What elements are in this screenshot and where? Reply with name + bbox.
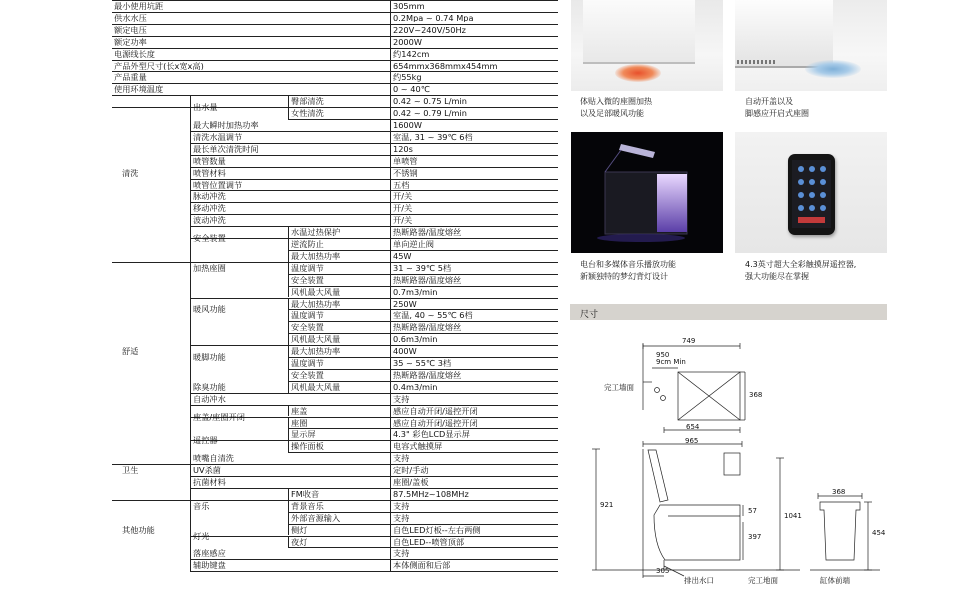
spec-sub-label: 移动冲洗: [193, 204, 226, 213]
spec-value: 4.3" 彩色LCD显示屏: [393, 430, 470, 439]
table-row-rule: [190, 167, 558, 168]
table-column-rule: [288, 321, 289, 333]
spec-value: 0 ~ 40℃: [393, 85, 430, 94]
table-row-rule: [190, 155, 558, 156]
spec-value: 热断路器/温度熔丝: [393, 370, 462, 380]
spec-label: 产品重量: [114, 73, 147, 82]
spec-value: 400W: [393, 347, 417, 356]
spec-item-label: 显示屏: [291, 430, 316, 439]
table-row-rule: [190, 143, 558, 144]
dim-305: 305: [656, 567, 670, 575]
dim-749: 749: [682, 337, 696, 345]
spec-value: 220V~240V/50Hz: [393, 25, 466, 34]
spec-item-label: 最大加热功率: [291, 299, 341, 308]
spec-item-label: 女性清洗: [291, 109, 324, 118]
spec-group-label: 暖风功能: [193, 305, 226, 314]
table-column-rule: [288, 250, 289, 262]
spec-value: 室温, 40 ~ 55℃ 6档: [393, 311, 473, 320]
spec-item-label: 座圈: [291, 418, 308, 427]
table-column-rule: [288, 226, 289, 238]
label-finished-floor: 完工地面: [748, 576, 778, 585]
table-column-rule: [288, 309, 289, 321]
product-photo-auto-open: [735, 0, 887, 91]
dim-min-note: 9cm Min: [656, 358, 686, 366]
spec-sub-label: 最大瞬时加热功率: [193, 121, 259, 130]
spec-value: 支持: [393, 513, 410, 522]
spec-value: 单向逆止阀: [393, 240, 434, 249]
spec-sub-label: 喷管位置调节: [193, 180, 243, 189]
table-row-rule: [112, 95, 558, 96]
label-drain: 排出水口: [684, 576, 714, 585]
table-column-rule: [288, 357, 289, 369]
spec-item-label: FM收音: [291, 489, 320, 499]
spec-category-label: 清洗: [122, 168, 139, 177]
spec-sub-label: UV杀菌: [193, 466, 221, 475]
spec-value: 开/关: [393, 204, 413, 213]
spec-item-label: 夜灯: [291, 537, 308, 546]
table-row-rule: [288, 119, 558, 120]
table-row-rule: [112, 107, 558, 108]
table-column-rule: [288, 286, 289, 298]
table-row-rule: [112, 12, 558, 13]
table-row-rule: [190, 345, 558, 346]
spec-item-label: 温度调节: [291, 311, 324, 320]
spec-value: 电容式触摸屏: [393, 442, 443, 451]
table-row-rule: [190, 190, 558, 191]
table-row-rule: [288, 357, 558, 358]
dim-454: 454: [872, 529, 886, 537]
table-row-rule: [112, 83, 558, 84]
spec-category-label: 其他功能: [122, 525, 155, 534]
dim-368-front: 368: [832, 488, 846, 496]
spec-sub-label: 辅助键盘: [193, 561, 226, 570]
table-row-rule: [190, 536, 558, 537]
spec-item-label: 操作面板: [291, 442, 324, 451]
spec-item-label: 臀部清洗: [291, 97, 324, 106]
spec-category-label: 卫生: [122, 466, 139, 475]
spec-value: 感应自动开闭/遥控开闭: [393, 406, 478, 415]
dim-921: 921: [600, 501, 614, 509]
spec-value: 31 ~ 39℃ 5档: [393, 263, 452, 272]
spec-value: 约55kg: [393, 73, 422, 82]
spec-value: 本体侧面和后部: [393, 561, 451, 570]
table-column-rule: [288, 298, 289, 310]
table-row-rule: [288, 333, 558, 334]
spec-sub-label: 最长单次清洗时间: [193, 144, 259, 153]
table-row-rule: [190, 214, 558, 215]
spec-value: 支持: [393, 549, 410, 558]
spec-value: 0.6m3/min: [393, 335, 438, 344]
table-row-rule: [288, 524, 558, 525]
table-row-rule: [190, 226, 558, 227]
table-column-rule: [190, 95, 191, 571]
spec-value: 热断路器/温度熔丝: [393, 323, 462, 332]
table-row-rule: [112, 500, 558, 501]
table-row-rule: [190, 488, 558, 489]
table-row-rule: [190, 131, 558, 132]
table-column-rule: [288, 500, 289, 512]
table-row-rule: [190, 405, 558, 406]
table-column-rule: [288, 440, 289, 452]
spec-item-label: 水温过热保护: [291, 228, 341, 237]
spec-value: 0.42 ~ 0.79 L/min: [393, 109, 467, 118]
feature-caption-2: 自动开盖以及 脚感应开启式座圈: [745, 97, 809, 118]
feature-caption-4: 4.3英寸超大全彩触摸屏遥控器, 强大功能尽在掌握: [745, 260, 857, 281]
table-row-rule: [112, 464, 558, 465]
spec-value: 87.5MHz~108MHz: [393, 489, 469, 499]
spec-value: 热断路器/温度熔丝: [393, 228, 462, 237]
table-row-rule: [190, 393, 558, 394]
table-column-rule: [288, 274, 289, 286]
spec-group-label: 灯光: [193, 531, 210, 540]
spec-sub-label: 抗菌材料: [193, 478, 226, 487]
spec-value: 35 ~ 55℃ 3档: [393, 359, 452, 368]
spec-value: 0.7m3/min: [393, 287, 438, 296]
table-row-rule: [190, 298, 558, 299]
table-column-rule: [288, 333, 289, 345]
table-row-rule: [190, 238, 558, 239]
spec-value: 0.42 ~ 0.75 L/min: [393, 97, 467, 106]
spec-value: 支持: [393, 394, 410, 403]
spec-value: 支持: [393, 454, 410, 463]
spec-group-label: 出水量: [193, 103, 218, 112]
dim-965: 965: [685, 437, 699, 445]
spec-label: 最小使用坑距: [114, 2, 164, 11]
product-photo-night-light: [571, 132, 723, 253]
spec-sub-label: 清洗水温调节: [193, 132, 243, 142]
table-row-rule: [112, 24, 558, 25]
table-row-rule: [190, 440, 558, 441]
table-row-rule: [288, 512, 558, 513]
spec-item-label: 温度调节: [291, 263, 324, 272]
spec-group-label: 座盖/座圈开闭: [193, 412, 245, 421]
table-column-rule: [288, 369, 289, 381]
dim-57: 57: [748, 507, 757, 515]
table-column-rule: [288, 405, 289, 417]
spec-value: 305mm: [393, 2, 425, 11]
spec-sub-label: 波动冲洗: [193, 216, 226, 225]
spec-value: 654mmx368mmx454mm: [393, 61, 498, 70]
spec-item-label: 背景音乐: [291, 501, 324, 510]
table-row-rule: [288, 274, 558, 275]
table-row-rule: [112, 262, 558, 263]
table-row-rule: [288, 428, 558, 429]
spec-value: 座圈/盖板: [393, 478, 429, 487]
spec-value: 0.2Mpa ~ 0.74 Mpa: [393, 13, 474, 23]
spec-sub-label: 脉动冲洗: [193, 192, 226, 201]
spec-label: 额定功率: [114, 37, 147, 46]
feature-caption-1: 体贴入微的座圈加热 以及足部暖风功能: [580, 97, 652, 118]
table-row-rule: [288, 381, 558, 382]
table-column-rule: [288, 536, 289, 548]
spec-value: 自色LED--喷管顶部: [393, 537, 465, 546]
table-row-rule: [190, 202, 558, 203]
table-row-rule: [288, 321, 558, 322]
spec-group-label: 除臭功能: [193, 382, 226, 391]
dim-950: 950: [656, 351, 670, 359]
product-photo-seat-heating: [571, 0, 723, 91]
table-row-rule: [190, 571, 558, 572]
spec-group-label: 加热座圈: [193, 263, 226, 272]
table-row-rule: [288, 250, 558, 251]
dim-397: 397: [748, 533, 762, 541]
spec-value: 室温, 31 ~ 39℃ 6档: [393, 132, 473, 142]
spec-value: 2000W: [393, 37, 422, 46]
dimensions-title: 尺寸: [580, 310, 599, 320]
table-column-rule: [288, 345, 289, 357]
table-column-rule: [288, 512, 289, 524]
spec-value: 热断路器/温度熔丝: [393, 275, 462, 284]
table-column-rule: [288, 95, 289, 107]
spec-category-label: 舒适: [122, 347, 139, 356]
table-column-rule: [288, 238, 289, 250]
spec-item-label: 安全装置: [291, 323, 324, 332]
spec-label: 电源线长度: [114, 49, 155, 58]
spec-group-label: 安全装置: [193, 234, 226, 243]
table-column-rule: [288, 417, 289, 429]
dim-368-top: 368: [749, 391, 763, 399]
spec-value: 单喷管: [393, 156, 418, 165]
table-row-rule: [112, 60, 558, 61]
dimensions-section-header: [570, 304, 887, 320]
spec-item-label: 座盖: [291, 406, 308, 415]
spec-value: 0.4m3/min: [393, 382, 438, 391]
spec-value: 1600W: [393, 121, 422, 130]
dim-1041: 1041: [784, 512, 802, 520]
label-finished-wall: 完工墙面: [604, 383, 634, 392]
table-row-rule: [190, 179, 558, 180]
spec-value: 250W: [393, 299, 417, 308]
table-column-rule: [288, 524, 289, 536]
table-top-rule: [112, 0, 558, 1]
spec-sub-label: 自动冲水: [193, 394, 226, 403]
spec-sub-label: 喷管数量: [193, 156, 226, 165]
spec-value: 定时/手动: [393, 466, 429, 475]
spec-group-label: 音乐: [193, 501, 210, 510]
label-front: 缸体前端: [820, 576, 850, 585]
spec-table: [112, 0, 558, 571]
feature-caption-3: 电台和多媒体音乐播放功能 新颖独特的梦幻背灯设计: [580, 260, 676, 281]
table-row-rule: [288, 309, 558, 310]
table-row-rule: [112, 71, 558, 72]
spec-item-label: 最大加热功率: [291, 347, 341, 356]
spec-value: 约142cm: [393, 49, 430, 58]
spec-value: 不锈钢: [393, 168, 418, 177]
table-row-rule: [288, 452, 558, 453]
spec-value: 自色LED灯板--左右两侧: [393, 525, 481, 534]
table-row-rule: [190, 417, 558, 418]
spec-label: 使用环境温度: [114, 85, 164, 94]
spec-item-label: 安全装置: [291, 370, 324, 380]
table-column-rule: [288, 262, 289, 274]
spec-value: 感应自动开闭/遥控开闭: [393, 418, 478, 427]
spec-item-label: 风机最大风量: [291, 382, 341, 391]
table-column-rule: [288, 428, 289, 440]
spec-label: 供水水压: [114, 13, 147, 23]
spec-item-label: 最大加热功率: [291, 251, 341, 261]
dim-654: 654: [686, 423, 700, 431]
spec-item-label: 风机最大风量: [291, 287, 341, 296]
table-row-rule: [190, 476, 558, 477]
product-photo-remote: [735, 132, 887, 253]
spec-value: 五档: [393, 180, 410, 189]
spec-value: 开/关: [393, 192, 413, 201]
table-column-rule: [288, 488, 289, 500]
spec-label: 产品外型尺寸(长x宽x高): [114, 61, 204, 70]
spec-group-label: 暖脚功能: [193, 353, 226, 362]
spec-item-label: 安全装置: [291, 275, 324, 284]
spec-sub-label: 落座感应: [193, 549, 226, 558]
table-row-rule: [190, 559, 558, 560]
table-row-rule: [112, 36, 558, 37]
spec-label: 额定电压: [114, 25, 147, 34]
table-row-rule: [288, 369, 558, 370]
spec-value: 开/关: [393, 216, 413, 225]
spec-sub-label: 喷管材料: [193, 168, 226, 177]
table-row-rule: [112, 48, 558, 49]
spec-sub-label: 喷嘴自清洗: [193, 454, 234, 463]
spec-item-label: 风机最大风量: [291, 335, 341, 344]
spec-item-label: 侧灯: [291, 525, 308, 534]
spec-item-label: 外部音源输入: [291, 513, 341, 522]
spec-item-label: 温度调节: [291, 359, 324, 368]
spec-group-label: 遥控器: [193, 436, 218, 445]
table-column-rule: [390, 0, 391, 571]
table-column-rule: [288, 381, 289, 393]
spec-value: 支持: [393, 501, 410, 510]
spec-value: 45W: [393, 251, 412, 261]
table-row-rule: [288, 286, 558, 287]
table-row-rule: [288, 547, 558, 548]
spec-item-label: 逆流防止: [291, 240, 324, 249]
table-column-rule: [288, 107, 289, 119]
spec-value: 120s: [393, 144, 413, 153]
